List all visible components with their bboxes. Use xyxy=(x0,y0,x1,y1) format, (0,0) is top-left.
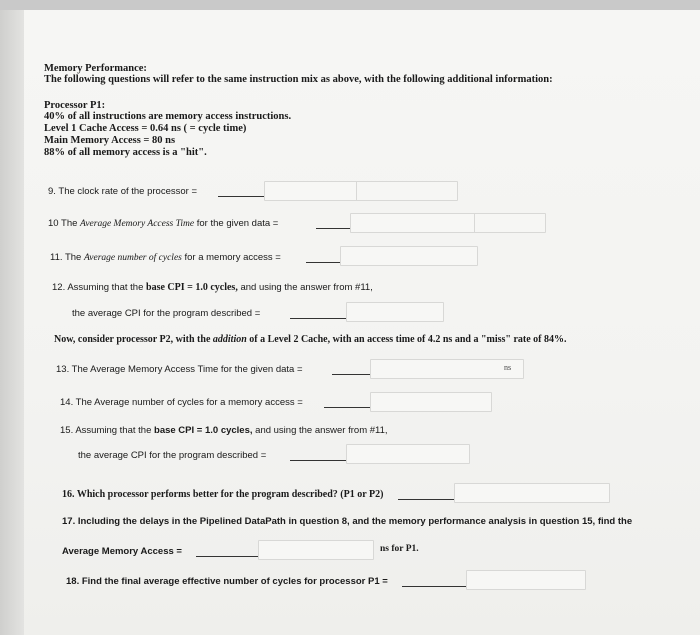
p2-intro-suffix: of a Level 2 Cache, with an access time of 4.2 ns and a "miss" rate of 84%. xyxy=(246,334,567,345)
question-15-answer-field[interactable] xyxy=(346,444,470,464)
answer-underline xyxy=(402,586,466,587)
question-17-unit: ns for P1. xyxy=(380,544,419,554)
processor-line: 88% of all memory access is a "hit". xyxy=(44,147,207,158)
answer-underline xyxy=(218,196,264,197)
question-12-prefix: 12. Assuming that the xyxy=(52,282,147,293)
answer-underline xyxy=(316,228,350,229)
question-17-line2: Average Memory Access = xyxy=(62,546,182,557)
question-10-italic: Average Memory Access Time xyxy=(80,219,195,229)
section-title: Memory Performance: xyxy=(44,63,147,74)
question-9-label: 9. The clock rate of the processor = xyxy=(48,186,197,197)
answer-underline xyxy=(398,499,454,500)
question-11-suffix: for a memory access = xyxy=(181,252,281,263)
question-12-line2: the average CPI for the program described = xyxy=(72,308,261,319)
question-10-answer-field[interactable] xyxy=(350,213,476,233)
question-13-answer-field[interactable] xyxy=(370,359,524,379)
question-10-prefix: 10 The xyxy=(48,218,81,229)
question-11-prefix: 11. The xyxy=(50,252,84,263)
question-17-answer-field[interactable] xyxy=(258,540,374,560)
answer-underline xyxy=(306,262,340,263)
question-18-label: 18. Find the final average effective number of cycles for processor P1 = xyxy=(66,576,388,587)
answer-underline xyxy=(196,556,258,557)
question-14-label: 14. The Average number of cycles for a memory access = xyxy=(60,397,303,408)
p2-intro xyxy=(54,335,566,345)
question-13-label: 13. The Average Memory Access Time for the given data = xyxy=(56,364,303,375)
processor-line: 40% of all instructions are memory access instructions. xyxy=(44,111,292,122)
processor-line: Main Memory Access = 80 ns xyxy=(44,135,176,146)
question-11-label xyxy=(50,253,281,264)
question-14-answer-field[interactable] xyxy=(370,392,492,412)
question-13-unit: ns xyxy=(504,363,512,372)
question-11-italic: Average number of cycles xyxy=(83,253,182,263)
question-15-line2: the average CPI for the program described = xyxy=(78,450,267,461)
p2-intro-italic: addition xyxy=(212,334,247,345)
question-15-label xyxy=(60,426,388,436)
answer-underline xyxy=(290,460,346,461)
question-10-label xyxy=(48,219,278,230)
question-10-unit-box[interactable] xyxy=(474,213,546,233)
p2-intro-prefix: Now, consider processor P2, with the xyxy=(54,334,213,345)
question-9-answer-field[interactable] xyxy=(264,181,358,201)
question-9-unit-box[interactable] xyxy=(356,181,458,201)
question-18-answer-field[interactable] xyxy=(466,570,586,590)
processor-title: Processor P1: xyxy=(44,100,106,111)
processor-line: Level 1 Cache Access = 0.64 ns ( = cycle time) xyxy=(44,123,247,134)
question-16-label: 16. Which processor performs better for the program described? (P1 or P2) xyxy=(62,489,384,500)
top-cutoff-strip xyxy=(0,0,700,10)
question-12-bold: base CPI = 1.0 cycles, xyxy=(146,282,238,293)
answer-underline xyxy=(324,407,370,408)
question-15-prefix: 15. Assuming that the xyxy=(60,425,155,436)
question-12-label xyxy=(52,283,373,293)
section-intro: The following questions will refer to the same instruction mix as above, with the following additional information: xyxy=(44,74,553,85)
answer-underline xyxy=(290,318,346,319)
question-17-line1: 17. Including the delays in the Pipelined DataPath in question 8, and the memory performance analysis in question 15, find the xyxy=(62,516,633,527)
question-10-suffix: for the given data = xyxy=(194,218,279,229)
question-15-bold: base CPI = 1.0 cycles, xyxy=(154,425,253,436)
page-left-edge xyxy=(0,10,24,635)
question-12-suffix: and using the answer from #11, xyxy=(237,282,373,293)
question-11-answer-field[interactable] xyxy=(340,246,478,266)
answer-underline xyxy=(332,374,370,375)
question-15-suffix: and using the answer from #11, xyxy=(252,425,388,436)
question-16-answer-field[interactable] xyxy=(454,483,610,503)
question-12-answer-field[interactable] xyxy=(346,302,444,322)
